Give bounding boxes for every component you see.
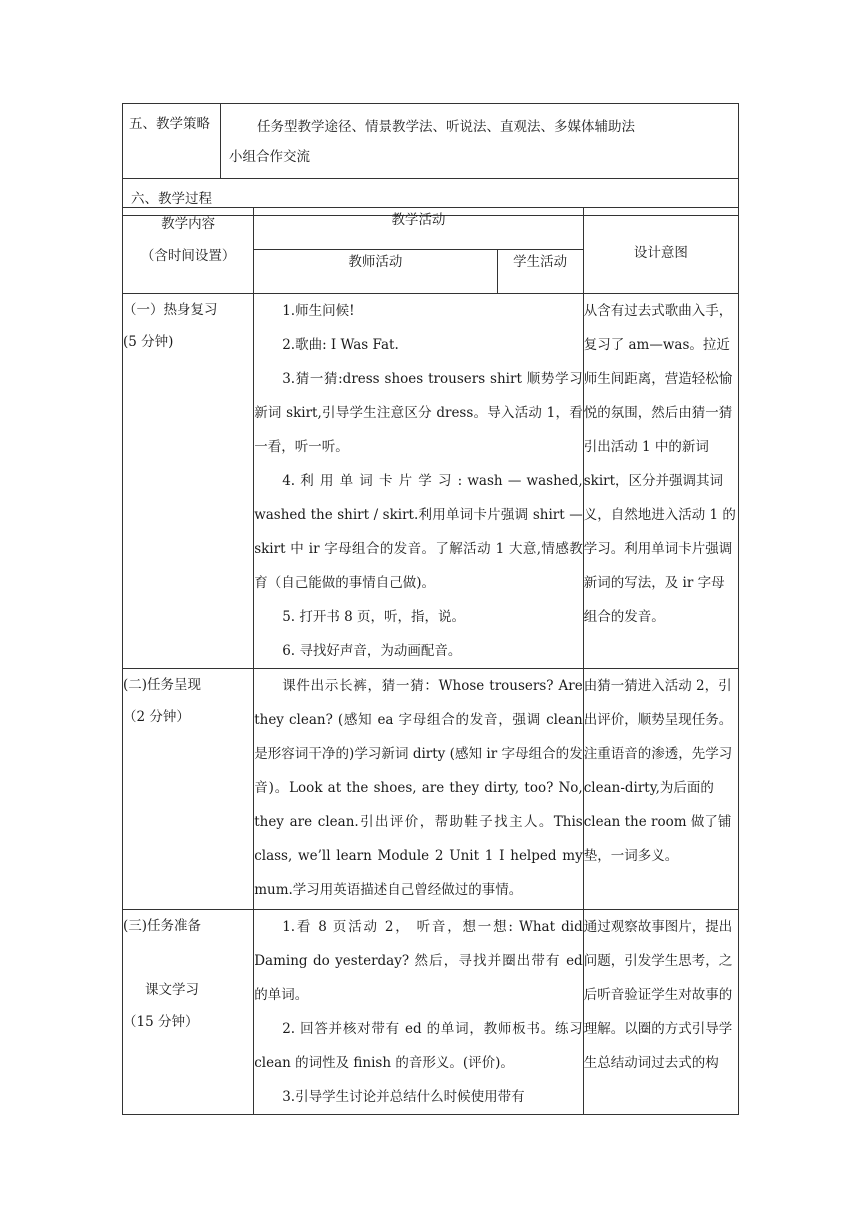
activity-item: 5. 打开书 8 页，听，指，说。 — [282, 609, 466, 625]
intent-text: 通过观察故事图片，提出问题，引发学生思考，之后听音验证学生对故事的理解。以圈的方式引导学生总结动词过去式的构 — [583, 919, 733, 1071]
header-intent: 设计意图 — [583, 208, 738, 294]
activity-item: 3.引导学生讨论并总结什么时候使用带有 — [282, 1089, 525, 1105]
stage-title: （一）热身复习 — [123, 302, 218, 318]
teacher-activities — [254, 294, 584, 669]
activity-item: 2.歌曲: I Was Fat. — [282, 337, 399, 353]
process-table — [122, 207, 739, 1115]
intent-text: 由猜一猜进入活动 2，引出评价，顺势呈现任务。 — [583, 678, 733, 728]
stage-subtitle: 课文学习 — [145, 982, 199, 998]
strategy-label: 五、教学策略 — [123, 104, 221, 179]
teacher-activities — [254, 910, 584, 1115]
activity-item: 6. 寻找好声音，为动画配音。 — [282, 643, 462, 659]
process-title: 六、教学过程 — [123, 179, 739, 216]
activity-item: 1.师生问候! — [282, 303, 355, 319]
intent-text: 注重语音的渗透，先学习 clean-dirty,为后面的 clean the room 做了铺垫，一词多义。 — [583, 746, 733, 864]
header-content-line-2: （含时间设置） — [140, 248, 236, 264]
stage-time: (5 分钟) — [123, 334, 174, 350]
stage-title: (二)任务呈现 — [123, 677, 202, 693]
activity-item: 4. 利 用 单 词 卡 片 学 习 : wash — washed, washed the shirt / skirt.利用单词卡片强调 shirt — skirt 中 ir 字母组合的发音。了解活动 1 大意,情感教育（自己能做的事情自己做)。 — [254, 473, 583, 591]
stage-time: （2 分钟） — [123, 709, 190, 725]
stage-cell — [123, 669, 254, 910]
table-row — [123, 669, 739, 910]
design-intent — [583, 669, 738, 910]
header-content — [123, 208, 254, 294]
activity-item: 2. 回答并核对带有 ed 的单词，教师板书。练习 clean 的词性及 finish 的音形义。(评价)。 — [254, 1021, 583, 1071]
strategy-value — [221, 104, 739, 179]
stage-cell — [123, 910, 254, 1115]
stage-time: （15 分钟） — [123, 1014, 199, 1030]
teacher-activities — [254, 669, 584, 910]
activity-item: 3.猜一猜:dress shoes trousers shirt 顺势学习新词 skirt,引导学生注意区分 dress。导入活动 1，看一看，听一听。 — [254, 371, 583, 455]
stage-title: (三)任务准备 — [123, 918, 202, 934]
design-intent — [583, 294, 738, 669]
table-row — [123, 294, 739, 669]
header-student: 学生活动 — [497, 250, 583, 294]
stage-cell — [123, 294, 254, 669]
activity-item: 1.看 8 页活动 2， 听音，想一想: What did Daming do yesterday? 然后，寻找并圈出带有 ed 的单词。 — [254, 919, 583, 1003]
spacer — [123, 942, 253, 974]
header-teacher: 教师活动 — [254, 250, 497, 294]
strategy-line-1: 任务型教学途径、情景教学法、听说法、直观法、多媒体辅助法 — [257, 119, 635, 135]
strategy-table — [122, 103, 739, 216]
strategy-line-2: 小组合作交流 — [229, 149, 310, 165]
table-row — [123, 910, 739, 1115]
header-activity: 教学活动 — [254, 208, 584, 250]
activity-item: 课件出示长裤，猜一猜：Whose trousers? Are they clean? (感知 ea 字母组合的发音，强调 clean 是形容词干净的)学习新词 dirty (感知 ir 字母组合的发音)。Look at the shoes, are they dirty, too? No, they are clean.引出评价，帮助鞋子找主人。This class, we’ll learn Module 2 Unit 1 I helped my mum.学习用英语描述自己曾经做过的事情。 — [254, 678, 583, 898]
intent-text: 从含有过去式歌曲入手，复习了 am—was。拉近师生间距离，营造轻松愉悦的氛围，然后由猜一猜引出活动 1 中的新词 skirt，区分并强调其词义，自然地进入活动 1 的学习。利用单词卡片强调新词的写法，及 ir 字母组合的发音。 — [583, 303, 736, 625]
header-content-line-1: 教学内容 — [161, 216, 216, 232]
design-intent — [583, 910, 738, 1115]
